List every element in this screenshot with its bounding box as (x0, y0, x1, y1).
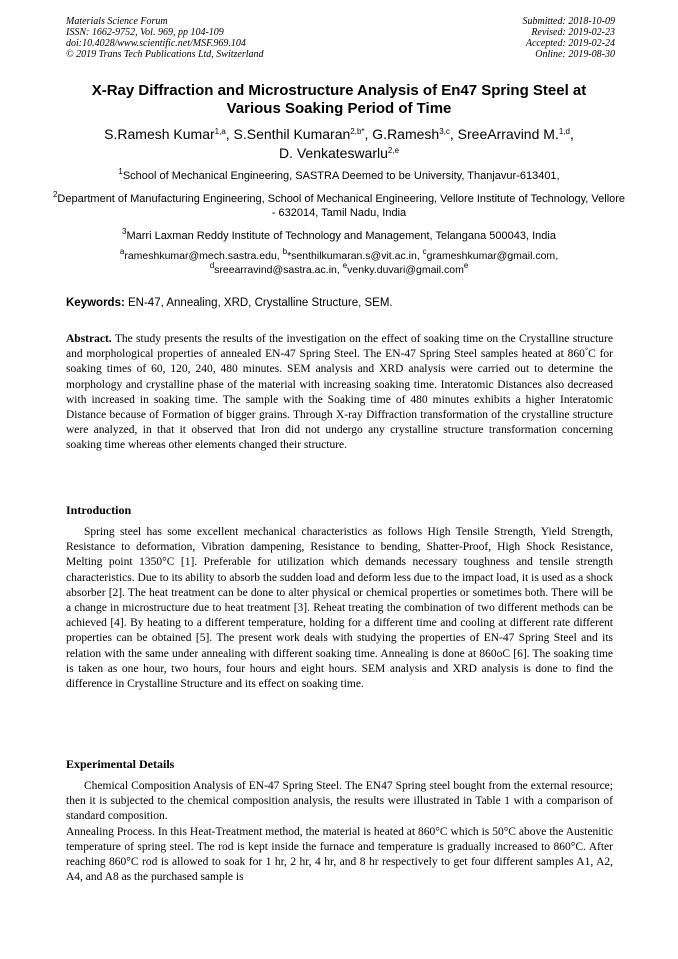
author-affiliation-mark: 1,d (558, 127, 570, 136)
email-separator: , (555, 250, 559, 262)
email-separator: , (276, 250, 283, 262)
email-mark: e (463, 261, 469, 270)
abstract-text-2: C for soaking times of 60, 120, 240, 480 minutes. SEM analysis and XRD analysis were carried out to determine the morphology and crystalline phase of the material with increasing soaking time. Interatomic Distances also decreased with increased in soaking time. The sample with the Soaking time of 480 minutes exhibits a higher Interatomic Distance because of Formation of bigger grains. Through X-ray Diffraction transformation of the crystalline structure were analyzed, in that it observed that Iron did not undergo any crystalline structure transformation concerning soaking time whereas other elements changed their structure. (66, 348, 613, 452)
author-affiliation-mark: 1,a (214, 127, 226, 136)
date-accepted: Accepted: 2019-02-24 (525, 38, 615, 49)
date-submitted: Submitted: 2018-10-09 (522, 16, 615, 27)
affiliation-mark: 2 (52, 190, 58, 199)
keywords-label: Keywords: (66, 297, 125, 309)
email-mark: a (119, 247, 125, 256)
author-separator: , (449, 126, 458, 142)
author-name: S.Ramesh Kumar (104, 126, 215, 142)
author-emails (50, 249, 628, 277)
title-line-1: X-Ray Diffraction and Microstructure Analysis of En47 Spring Steel at (91, 82, 587, 99)
journal-name: Materials Science Forum (66, 16, 168, 27)
email-mark: c (422, 247, 427, 256)
affiliation-2 (50, 192, 628, 220)
abstract-text-1: The study presents the results of the investigation on the effect of soaking time on the Crystalline structure and morphological properties of annealed EN-47 Spring Steel. The EN-47 Spring Steel samples heated at 860 (66, 333, 613, 361)
journal-issn: ISSN: 1662-9752, Vol. 969, pp 104-109 (66, 27, 224, 38)
author-affiliation-mark: 3,c (439, 127, 450, 136)
keywords (66, 297, 393, 309)
publication-dates (523, 16, 616, 60)
journal-copyright: © 2019 Trans Tech Publications Ltd, Switzerland (66, 49, 264, 60)
date-online: Online: 2019-08-30 (535, 49, 615, 60)
experimental-heading: Experimental Details (66, 757, 175, 771)
author-separator: , (569, 126, 574, 142)
author-separator: , (225, 126, 234, 142)
email-separator: , (416, 250, 423, 262)
email-address: venky.duvari@gmail.com (347, 264, 464, 276)
email-address: grameshkumar@gmail.com (426, 250, 556, 262)
experimental-paragraph-2: Annealing Process. In this Heat-Treatment method, the material is heated at 860°C which is 50°C above the Austenitic temperature of spring steel. The rod is kept inside the furnace and temperature is gradually increased to 860°C. After reaching 860°C rod is allowed to soak for 1 hr, 2 hr, 4 hr, and 8 hr respectively to get four different samples A1, A2, A4, and A8 as the purchased sample is (66, 825, 613, 884)
affiliation-3 (50, 229, 628, 243)
introduction-heading: Introduction (66, 503, 132, 517)
email-separator: , (336, 264, 343, 276)
experimental-section (66, 779, 613, 885)
affiliation-text: School of Mechanical Engineering, SASTRA Deemed to be University, Thanjavur-613401, (122, 170, 560, 182)
date-revised: Revised: 2019-02-23 (531, 27, 615, 38)
title-line-2: Various Soaking Period of Time (226, 100, 452, 117)
author-separator: , (364, 126, 373, 142)
experimental-paragraph-1: Chemical Composition Analysis of EN-47 Spring Steel. The EN47 Spring steel bought from the external resource; then it is subjected to the chemical composition analysis, the results were illustrated in Table 1 with a comparison of standard composition. (66, 780, 613, 823)
email-address: sreearravind@sastra.ac.in (214, 264, 337, 276)
journal-info (66, 16, 264, 60)
introduction-paragraph: Spring steel has some excellent mechanical characteristics as follows High Tensile Strength, Yield Strength, Resistance to deformation, Vibration dampening, Resistance to bending, Shatter-Proof, High Shock Resistance, Melting point 1350°C [1]. Preferable for utilization which demands necessary toughness and tensile strength characteristics. Due to its ability to absorb the sudden load and deform less due to the impact load, it is used as a shock absorber [2]. The heat treatment can be done to alter physical or chemical properties or sometimes both. There will be a change in microstructure due to heat treatment [3]. Reheat treating the combination of two different methods can be achieved [4]. By heating to a different temperature, holding for a different time and cooling at different rate different properties can be obtained [5]. The present work deals with studying the properties of EN-47 Spring Steel and its relation with the same under annealing with different soaking time. Annealing is done at 860oC [6]. The soaking time is taken as one hour, two hours, four hours and eight hours. SEM analysis and XRD analysis is done to find the difference in Crystalline Structure and its effect on soaking time. (66, 526, 613, 691)
author-list (40, 125, 638, 163)
email-mark: d (209, 261, 215, 270)
email-address: *senthilkumaran.s@vit.ac.in (287, 250, 417, 262)
author-affiliation-mark: 2,b* (350, 127, 365, 136)
author-name: D. Venkateswarlu (278, 145, 388, 161)
affiliation-1 (50, 169, 628, 183)
author-name: SreeArravind M. (457, 126, 559, 142)
email-mark: b (282, 247, 288, 256)
author-name: S.Senthil Kumaran (233, 126, 351, 142)
email-address: rameshkumar@mech.sastra.edu (124, 250, 277, 262)
affiliation-mark: 3 (122, 227, 127, 236)
affiliation-text: Marri Laxman Reddy Institute of Technology and Management, Telangana 500043, India (126, 230, 556, 242)
abstract-label: Abstract. (66, 333, 112, 345)
introduction-section (66, 525, 613, 692)
email-mark: e (342, 261, 348, 270)
keywords-text: EN-47, Annealing, XRD, Crystalline Structure, SEM. (128, 297, 393, 309)
affiliation-mark: 1 (118, 167, 123, 176)
paper-title (60, 82, 618, 118)
author-affiliation-mark: 2,e (387, 146, 400, 155)
affiliation-text: Department of Manufacturing Engineering, School of Mechanical Engineering, Vellore Institute of Technology, Vellore - 632014, Tamil Nadu, India (57, 193, 626, 219)
abstract (66, 332, 613, 454)
author-name: G.Ramesh (372, 126, 440, 142)
degree-mark: ° (584, 346, 589, 356)
journal-doi: doi:10.4028/www.scientific.net/MSF.969.104 (66, 38, 246, 49)
